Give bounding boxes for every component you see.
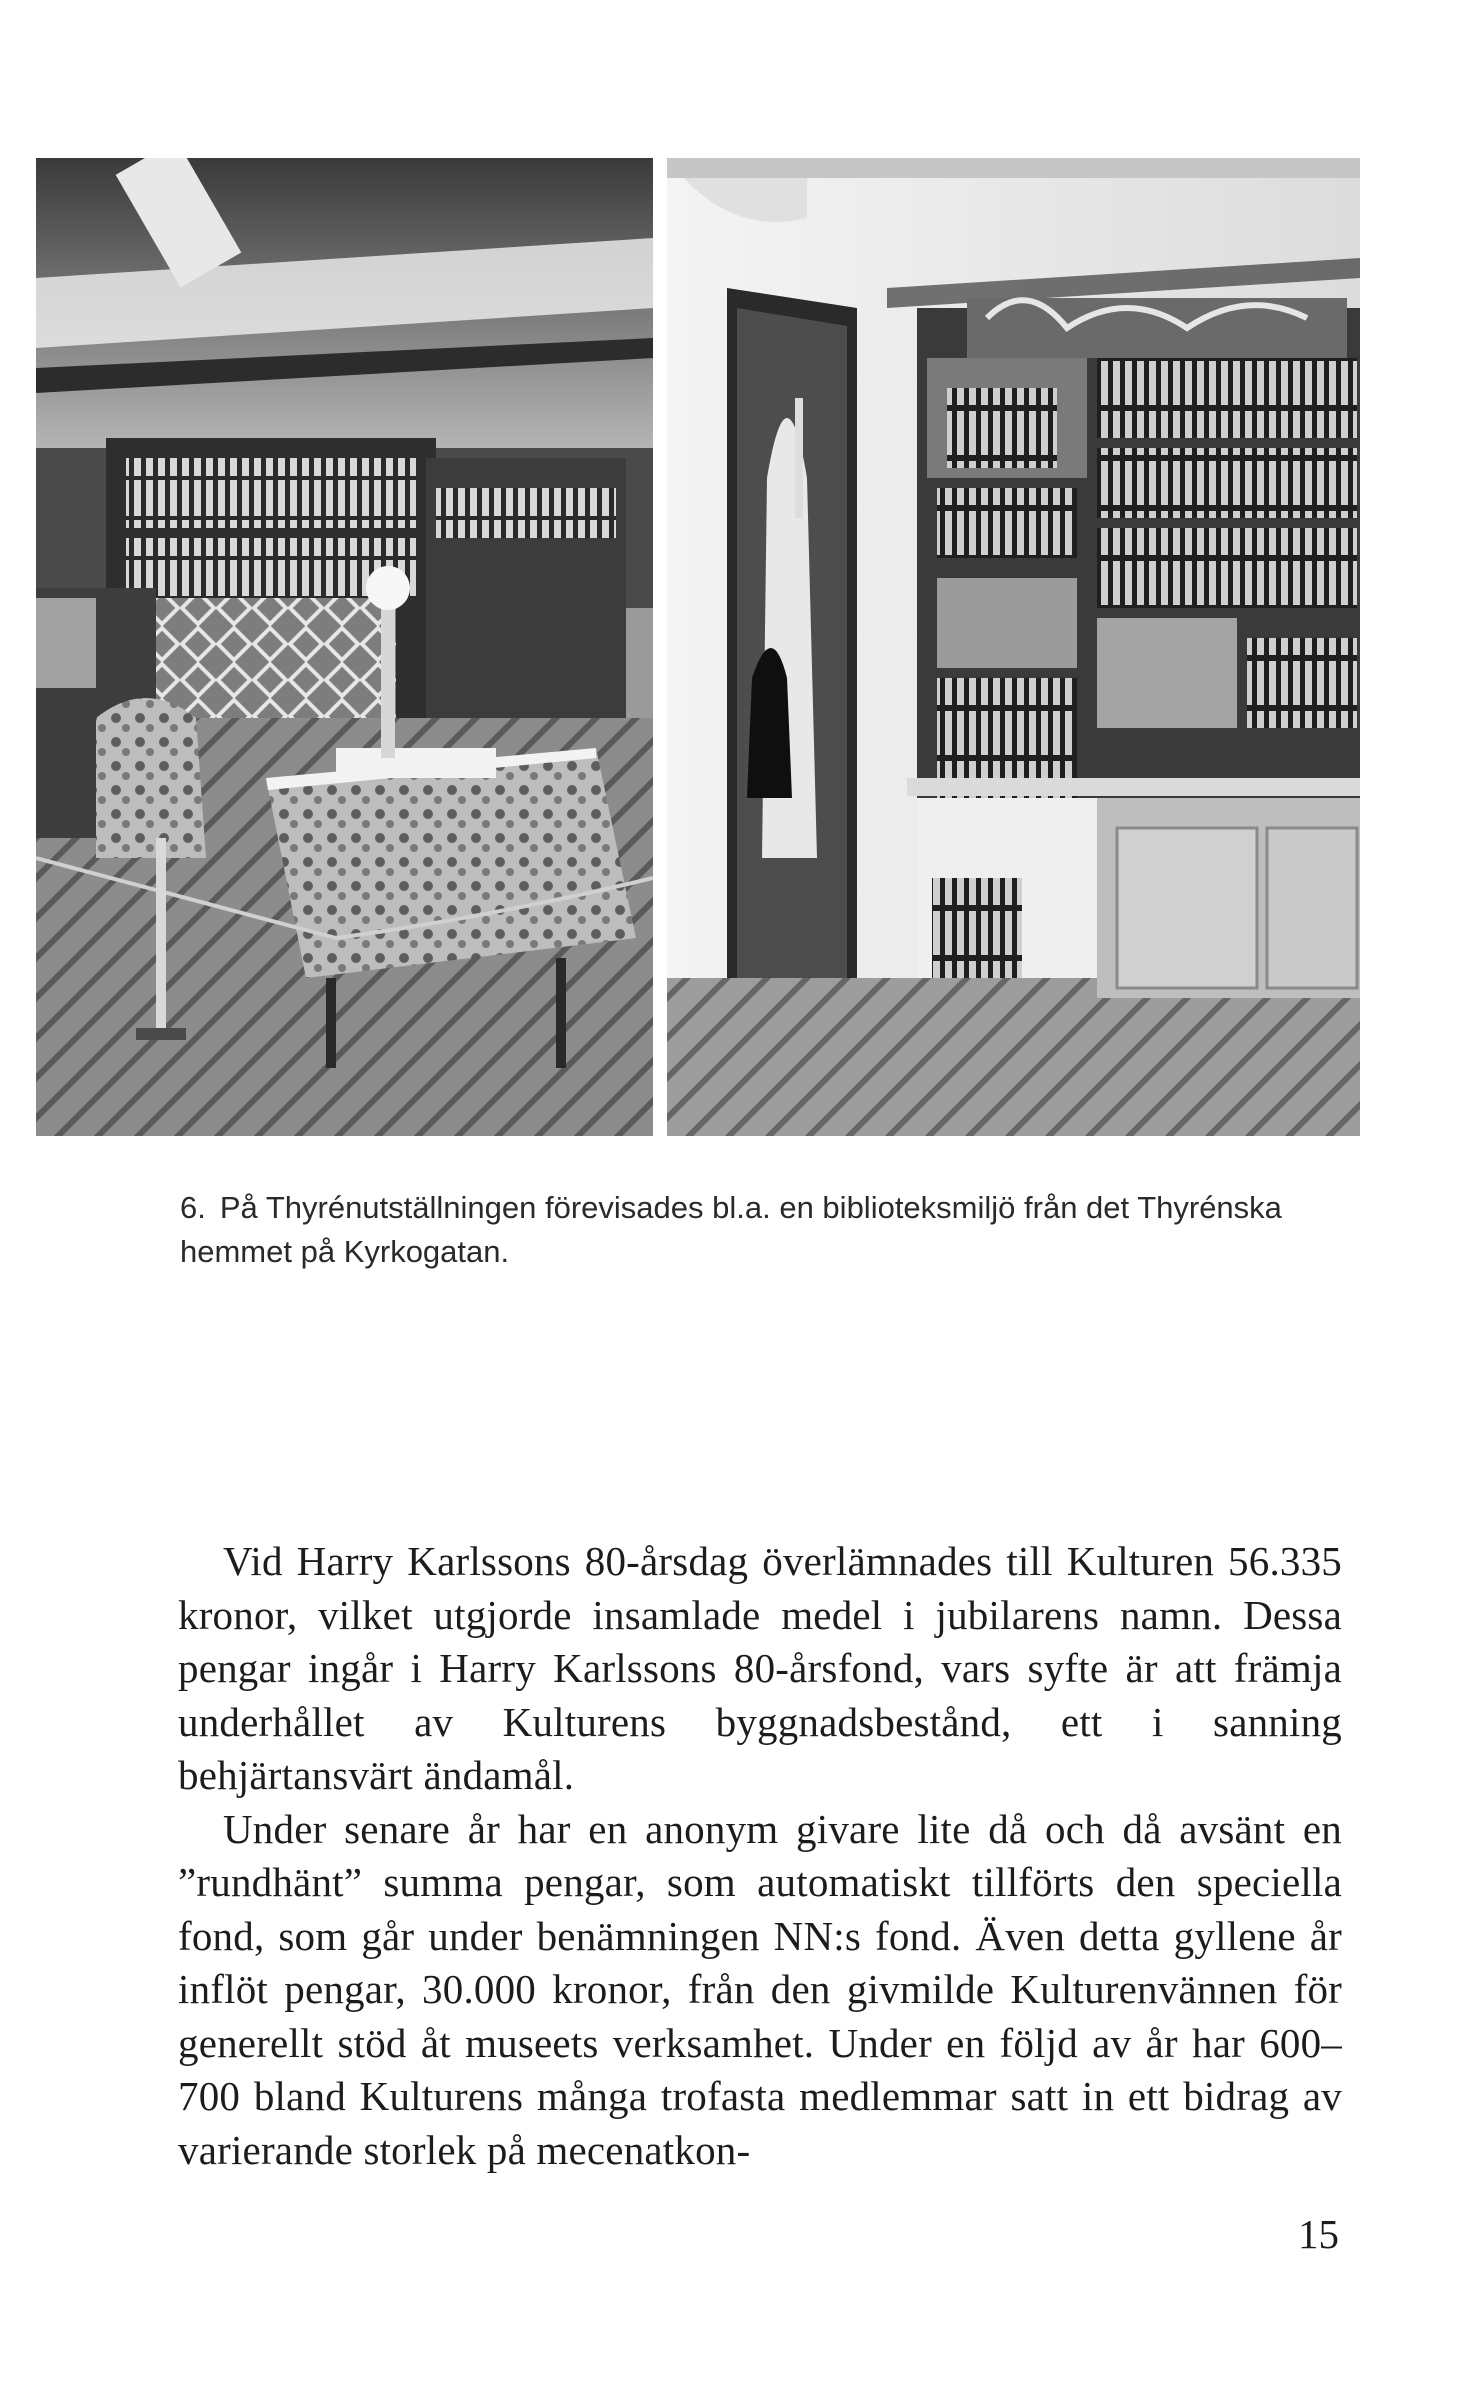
library-photo-right [667,158,1360,1136]
body-text [178,1535,1342,2177]
page-number: 15 [1298,2211,1339,2257]
figure-caption-text: På Thyrénutställningen förevisades bl.a. en biblioteksmiljö från det Thyrénska hemmet på Kyrkogatan. [180,1190,1282,1269]
paragraph: Under senare år har en anonym givare lite då och då avsänt en ”rundhänt” summa pengar, som automatiskt tillförts den speciella fond, som går under benämningen NN:s fond. Även detta gyllene år inflöt pengar, 30.000 kronor, från den givmilde Kulturenvännen för generellt stöd åt museets verksamhet. Under en följd av år har 600–700 bland Kulturens många trofasta medlemmar satt in ett bidrag av varierande storlek på mecenatkon- [178,1805,1342,2173]
figure-number: 6. [180,1190,206,1225]
library-photo-left-image [36,158,653,1136]
figure-caption [180,1186,1350,1274]
paragraph: Vid Harry Karlssons 80-årsdag överlämnades till Kulturen 56.335 kronor, vilket utgjorde insamlade medel i jubilarens namn. Dessa pengar ingår i Harry Karlssons 80-årsfond, vars syfte är att främja underhållet av Kulturens byggnadsbestånd, ett i sanning behjärtansvärt ändamål. [178,1538,1342,1798]
library-photo-right-image [667,158,1360,1136]
library-photo-left [36,158,653,1136]
